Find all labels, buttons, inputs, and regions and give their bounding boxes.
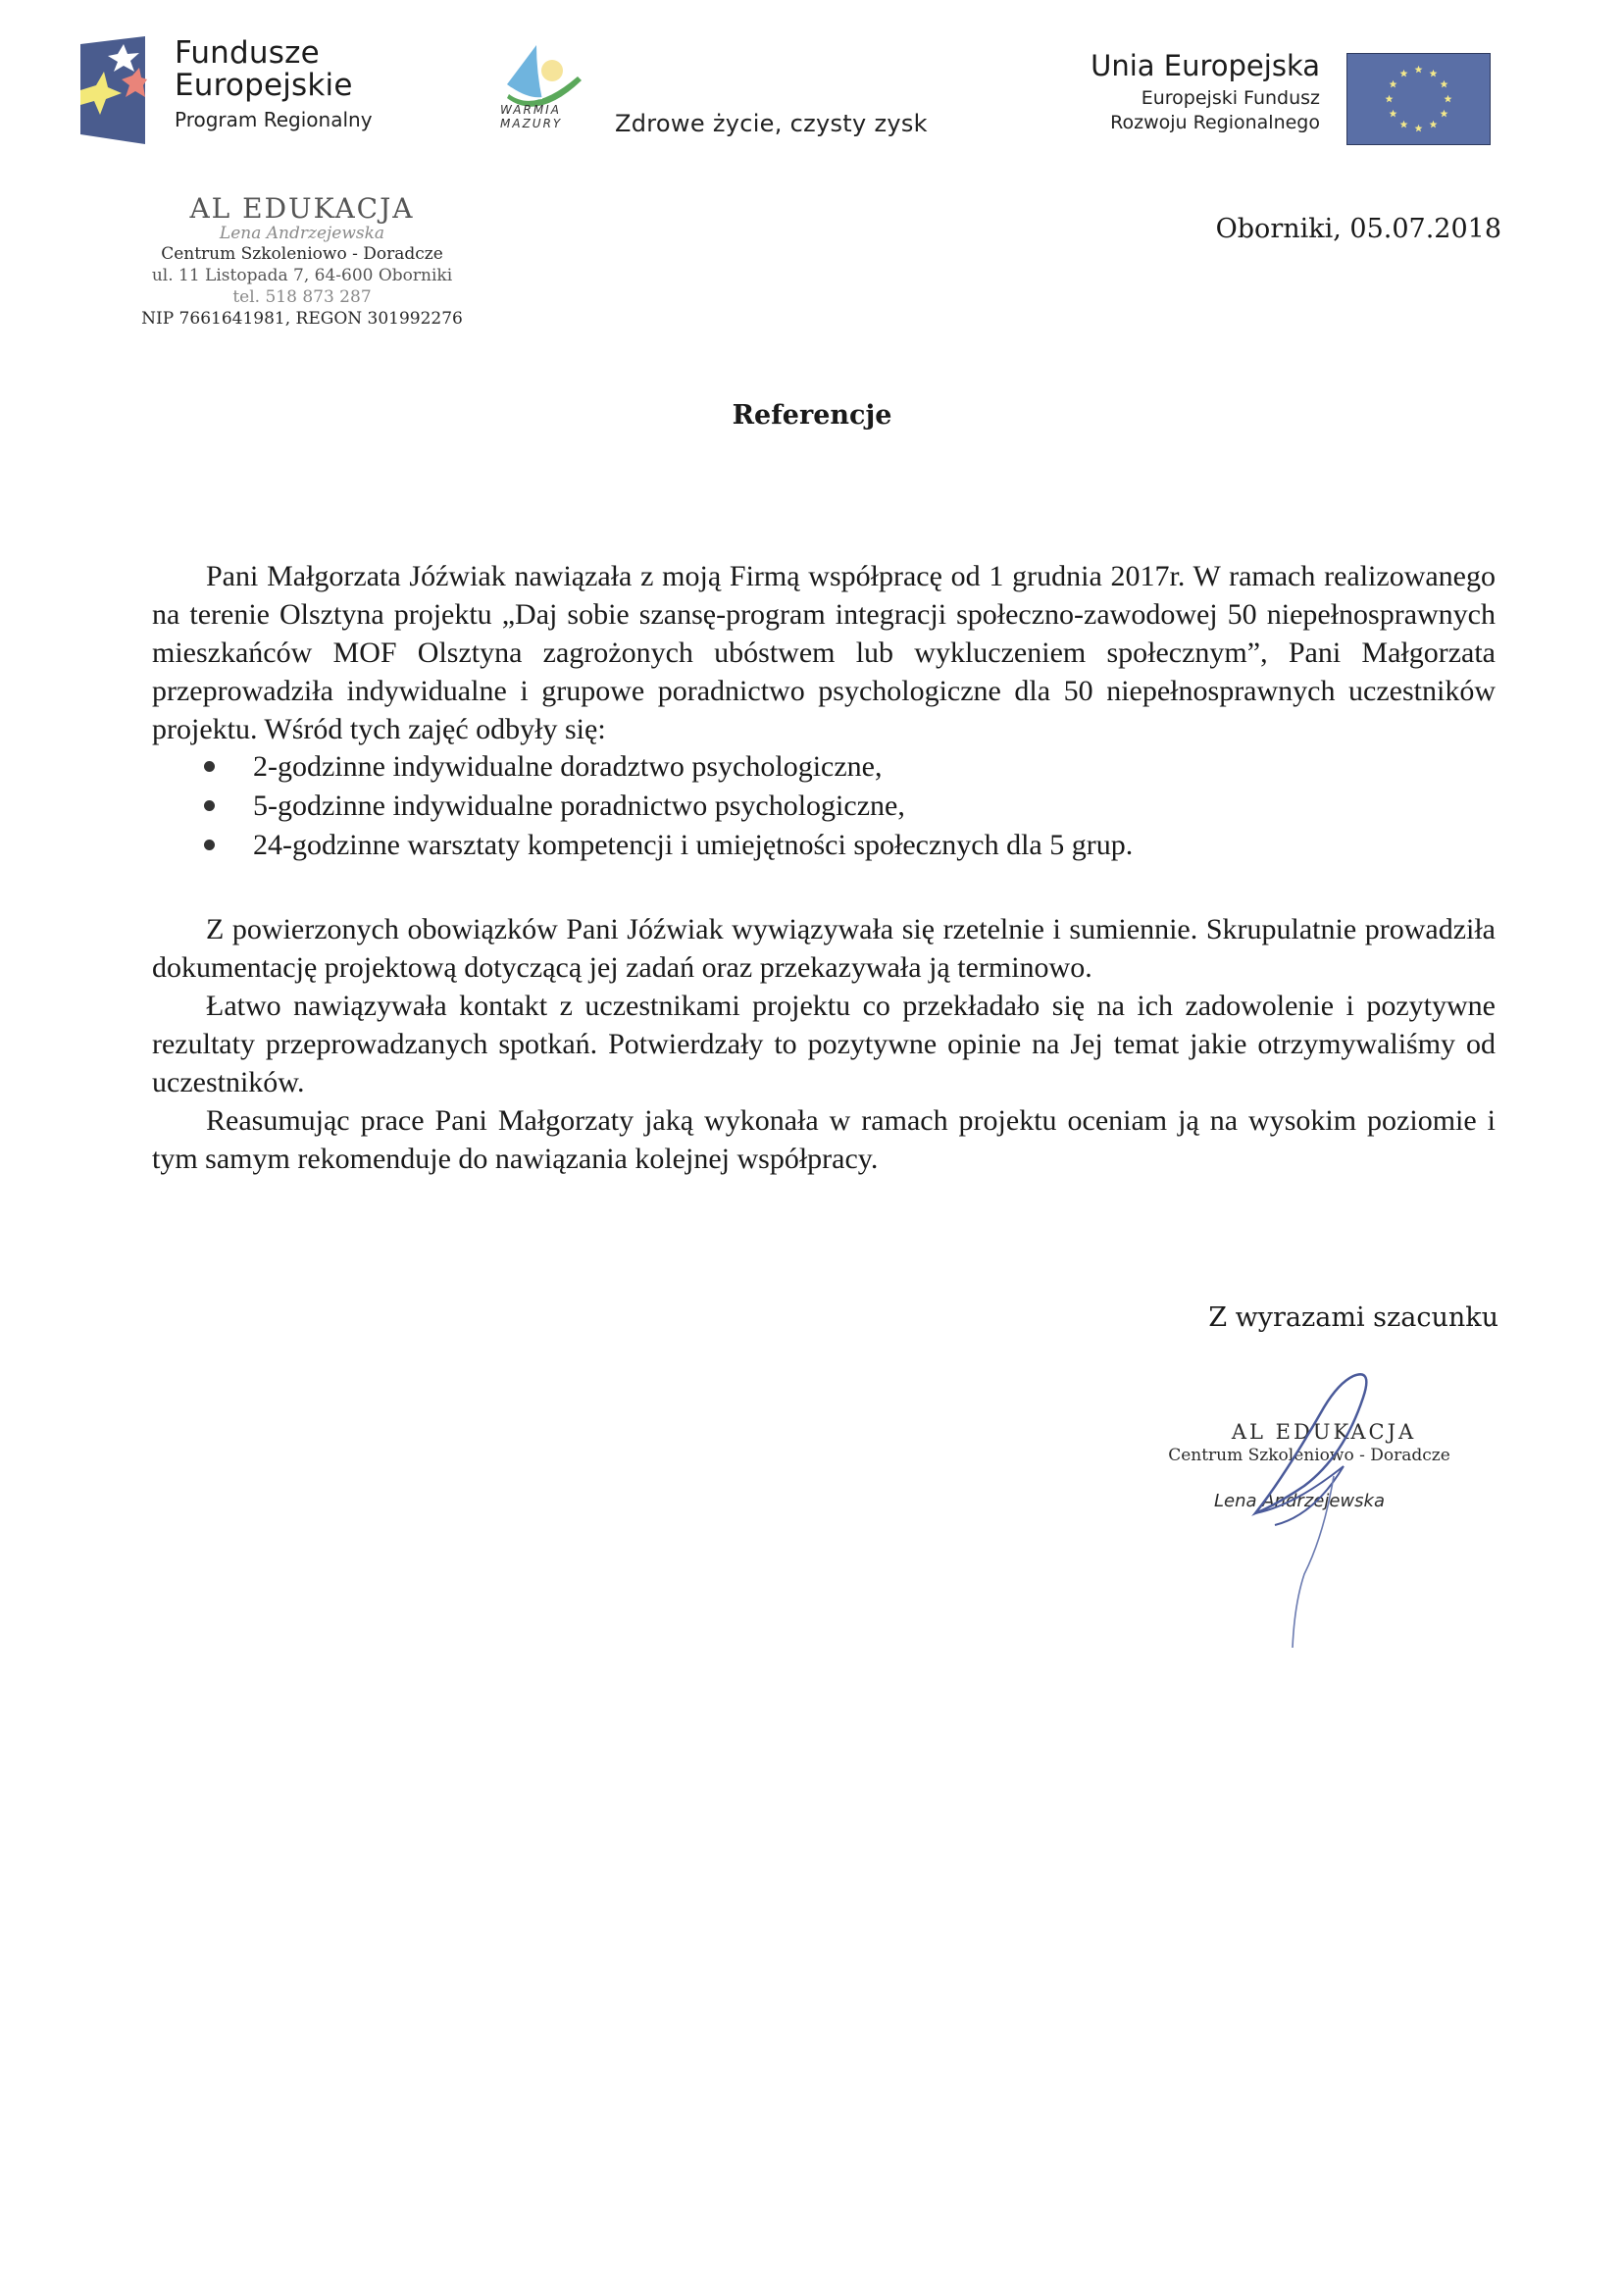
stamp-tax-ids: NIP 7661641981, REGON 301992276 bbox=[141, 309, 463, 329]
bullet-icon bbox=[204, 800, 215, 811]
paragraph-summary: Reasumując prace Pani Małgorzaty jaką wykonała w ramach projektu oceniam ją na wysokim poziomie i tym samym rekomenduje do nawiązania kolejnej współpracy. bbox=[152, 1104, 1496, 1175]
paragraph-contact: Łatwo nawiązywała kontakt z uczestnikami projektu co przekładało się na ich zadowolenie i pozytywne rezultaty przeprowadzanych spotkań. Potwierdzały to pozytywne opinie na Jej temat jakie otrzymywaliśmy od uczestników. bbox=[152, 990, 1496, 1098]
paragraph-intro: Pani Małgorzata Jóźwiak nawiązała z moją Firmą współpracę od 1 grudnia 2017r. W ramach realizowanego na terenie Olsztyna projektu „Daj sobie szansę-program integracji społeczno-zawodowej 50 niepełnosprawnych mieszkańców MOF Olsztyna zagrożonych ubóstwem lub wykluczeniem społecznym”, Pani Małgorzata przeprowadziła indywidualne i grupowe poradnictwo psychologiczne dla 50 niepełnosprawnych uczestników projektu. Wśród tych zajęć odbyły się: bbox=[152, 560, 1496, 745]
ue-line1: Unia Europejska bbox=[1091, 49, 1320, 82]
ue-line3: Rozwoju Regionalnego bbox=[1110, 112, 1320, 133]
fundusze-europejskie-text bbox=[175, 37, 373, 133]
paragraph-duties: Z powierzonych obowiązków Pani Jóźwiak wywiązywała się rzetelnie i sumiennie. Skrupulatnie prowadziła dokumentację projektową dotyczącą jej zadań oraz przekazywała ją terminowo. bbox=[152, 913, 1496, 984]
closing-phrase: Z wyrazami szacunku bbox=[1208, 1302, 1498, 1333]
eu-flag-icon bbox=[1346, 53, 1491, 145]
list-item-text: 5-godzinne indywidualne poradnictwo psychologiczne, bbox=[253, 790, 905, 822]
activities-list bbox=[204, 747, 1133, 865]
list-item bbox=[204, 787, 1133, 826]
list-item bbox=[204, 826, 1133, 865]
sig-stamp-center: Centrum Szkoleniowo - Doradcze bbox=[1168, 1446, 1450, 1465]
slogan: Zdrowe życie, czysty zysk bbox=[615, 110, 928, 137]
sig-stamp-company: AL EDUKACJA bbox=[1231, 1420, 1417, 1444]
document-date: Oborniki, 05.07.2018 bbox=[1215, 214, 1501, 244]
bullet-icon bbox=[204, 761, 215, 772]
stamp-company-name: AL EDUKACJA bbox=[189, 192, 415, 225]
company-stamp bbox=[126, 194, 479, 330]
fundusze-europejskie-logo-icon bbox=[78, 36, 147, 144]
fe-line1: Fundusze bbox=[175, 35, 320, 71]
sig-stamp-name: Lena Andrzejewska bbox=[1214, 1491, 1385, 1511]
warmia-mazury-caption bbox=[500, 103, 562, 130]
list-item-text: 2-godzinne indywidualne doradztwo psychologiczne, bbox=[253, 750, 883, 783]
stamp-phone: tel. 518 873 287 bbox=[232, 287, 372, 307]
list-item bbox=[204, 747, 1133, 787]
wm-caption-line2: MAZURY bbox=[500, 117, 563, 130]
stamp-address: ul. 11 Listopada 7, 64-600 Oborniki bbox=[151, 266, 453, 285]
bullet-icon bbox=[204, 840, 215, 850]
body-paragraphs-2-4 bbox=[152, 910, 1496, 1178]
body-paragraph-1 bbox=[152, 557, 1496, 748]
list-item-text: 24-godzinne warsztaty kompetencji i umiejętności społecznych dla 5 grup. bbox=[253, 829, 1134, 861]
document-title: Referencje bbox=[732, 400, 892, 431]
unia-europejska-text bbox=[1091, 49, 1320, 135]
fe-line3: Program Regionalny bbox=[175, 108, 373, 131]
wm-caption-line1: WARMIA bbox=[500, 103, 561, 117]
handwritten-signature-icon bbox=[1216, 1368, 1393, 1653]
stamp-owner-name: Lena Andrzejewska bbox=[219, 224, 385, 243]
stamp-center-name: Centrum Szkoleniowo - Doradcze bbox=[161, 244, 443, 264]
ue-line2: Europejski Fundusz bbox=[1141, 87, 1320, 109]
fe-line2: Europejskie bbox=[175, 68, 353, 103]
